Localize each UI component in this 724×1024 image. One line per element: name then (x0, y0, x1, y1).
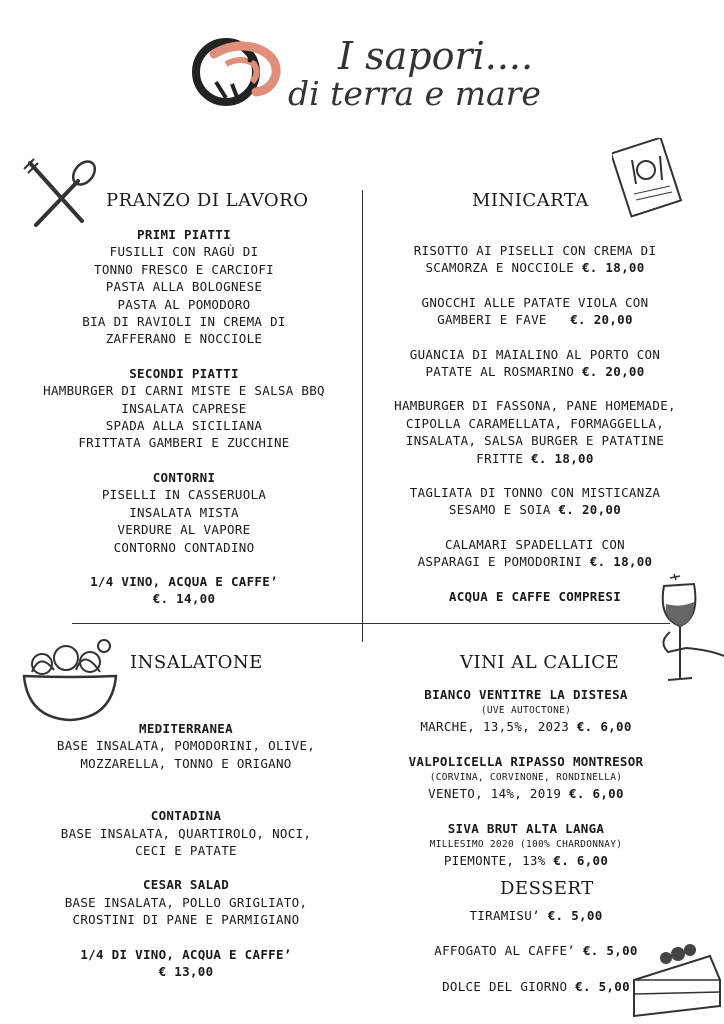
salad-bowl-icon (20, 632, 120, 724)
minicarta-item-line: FRITTE (476, 450, 532, 466)
price: €. 6,00 (553, 853, 609, 869)
salad-desc: CECI E PATATE (135, 843, 237, 859)
price: €. 20,00 (581, 364, 645, 380)
minicarta-item-line: RISOTTO AI PISELLI CON CREMA DI (413, 243, 657, 258)
shrimp-logo-icon (186, 34, 286, 106)
salad-desc: CROSTINI DI PANE E PARMIGIANO (72, 912, 300, 928)
price: €. 5,00 (582, 943, 638, 959)
menu-item: PASTA ALLA BOLOGNESE (105, 279, 263, 295)
salad-desc: BASE INSALATA, POMODORINI, OLIVE, (56, 738, 316, 754)
menu-item: HAMBURGER DI CARNI MISTE E SALSA BBQ (43, 383, 325, 399)
insalatone-section (28, 720, 344, 980)
menu-item: TONNO FRESCO E CARCIOFI (94, 261, 274, 277)
minicarta-item-line: HAMBURGER DI FASSONA, PANE HOMEMADE, (394, 398, 676, 414)
dessert-name: DOLCE DEL GIORNO (442, 978, 576, 994)
minicarta-item-line: PATATE AL ROSMARINO (425, 364, 582, 380)
wine-grapes: (CORVINA, CORVINONE, RONDINELLA) (429, 772, 623, 784)
minicarta-item-line: INSALATA, SALSA BURGER E PATATINE (405, 433, 665, 449)
minicarta-item-line: SCAMORZA E NOCCIOLE (425, 260, 582, 276)
vertical-divider (362, 190, 363, 642)
minicarta-item-line: SESAMO E SOIA (448, 502, 559, 518)
dessert-name: TIRAMISU’ (469, 908, 548, 923)
wine-grapes: (UVE AUTOCTONE) (480, 705, 572, 717)
menu-item: ZAFFERANO E NOCCIOLE (105, 331, 263, 347)
section-title-dessert: DESSERT (500, 878, 594, 899)
menu-item: BIA DI RAVIOLI IN CREMA DI (82, 314, 286, 330)
minicarta-item-line: CIPOLLA CARAMELLATA, FORMAGGELLA, (405, 415, 665, 431)
price: €. 5,00 (575, 978, 630, 994)
section-title-vini: VINI AL CALICE (460, 652, 620, 673)
menu-item: INSALATA MISTA (129, 504, 239, 520)
salad-name: MEDITERRANEA (139, 721, 233, 736)
salad-desc: BASE INSALATA, QUARTIROLO, NOCI, (60, 825, 312, 841)
insalatone-price: € 13,00 (158, 964, 214, 980)
menu-item: PASTA AL POMODORO (117, 296, 251, 312)
salad-desc: MOZZARELLA, TONNO E ORIGANO (80, 755, 292, 771)
menu-item: FRITTATA GAMBERI E ZUCCHINE (78, 435, 290, 451)
minicarta-section (372, 242, 698, 605)
minicarta-item-line: CALAMARI SPADELLATI CON (445, 536, 625, 552)
menu-item: CONTORNO CONTADINO (113, 539, 255, 555)
menu-item: VERDURE AL VAPORE (117, 522, 251, 538)
dessert-section (386, 907, 686, 995)
fork-spoon-icon (20, 155, 100, 235)
price: €. 18,00 (581, 260, 645, 276)
horizontal-divider (72, 623, 670, 624)
price: €. 6,00 (576, 719, 632, 735)
menu-item: SPADA ALLA SICILIANA (105, 418, 263, 434)
brand-title-line2: di terra e mare (288, 74, 541, 113)
dessert-name: AFFOGATO AL CAFFE’ (434, 943, 583, 959)
price: €. 20,00 (558, 502, 622, 518)
menu-item: PISELLI IN CASSERUOLA (101, 487, 267, 503)
secondi-heading: SECONDI PIATTI (129, 365, 239, 381)
contorni-heading: CONTORNI (152, 469, 216, 485)
wine-name: BIANCO VENTITRE LA DISTESA (424, 687, 628, 702)
minicarta-item-line: GUANCIA DI MAIALINO AL PORTO CON (409, 346, 661, 362)
wine-origin: VENETO, 14%, 2019 (428, 786, 570, 802)
salad-name: CESAR SALAD (142, 877, 230, 893)
salad-name: CONTADINA (150, 808, 222, 824)
wine-origin: MARCHE, 13,5%, 2023 (420, 719, 577, 735)
pranzo-offer: 1/4 VINO, ACQUA E CAFFE’ (90, 573, 278, 589)
price: €. 20,00 (570, 312, 633, 328)
wine-grapes: MILLESIMO 2020 (100% CHARDONNAY) (429, 839, 623, 851)
pranzo-section (28, 226, 340, 608)
wine-origin: PIEMONTE, 13% (443, 853, 554, 869)
price: €. 18,00 (531, 450, 594, 466)
insalatone-offer: 1/4 DI VINO, ACQUA E CAFFE’ (80, 946, 292, 962)
price: €. 18,00 (589, 554, 653, 570)
minicarta-item-line: GNOCCHI ALLE PATATE VIOLA CON (421, 294, 649, 310)
salad-desc: BASE INSALATA, POLLO GRIGLIATO, (64, 894, 308, 910)
vini-section (376, 686, 676, 869)
menu-item: FUSILLI CON RAGÙ DI (109, 244, 259, 260)
price: €. 6,00 (569, 786, 624, 802)
section-title-minicarta: MINICARTA (472, 190, 589, 211)
menu-card-icon (612, 138, 688, 222)
menu-item: INSALATA CAPRESE (121, 400, 247, 416)
wine-name: SIVA BRUT ALTA LANGA (447, 820, 605, 836)
minicarta-item-line: ASPARAGI E POMODORINI (417, 554, 590, 570)
pranzo-price: €. 14,00 (152, 591, 216, 607)
minicarta-footer: ACQUA E CAFFE COMPRESI (448, 588, 622, 604)
logo (186, 34, 286, 106)
wine-name: VALPOLICELLA RIPASSO MONTRESOR (408, 753, 644, 769)
section-title-insalatone: INSALATONE (130, 652, 263, 673)
minicarta-item-line: TAGLIATA DI TONNO CON MISTICANZA (409, 485, 661, 501)
minicarta-item-line: GAMBERI E FAVE (437, 312, 571, 328)
primi-heading: PRIMI PIATTI (137, 227, 231, 242)
brand-title-line1: I sapori.... (338, 34, 534, 78)
section-title-pranzo: PRANZO DI LAVORO (106, 190, 309, 211)
price: €. 5,00 (547, 908, 603, 923)
